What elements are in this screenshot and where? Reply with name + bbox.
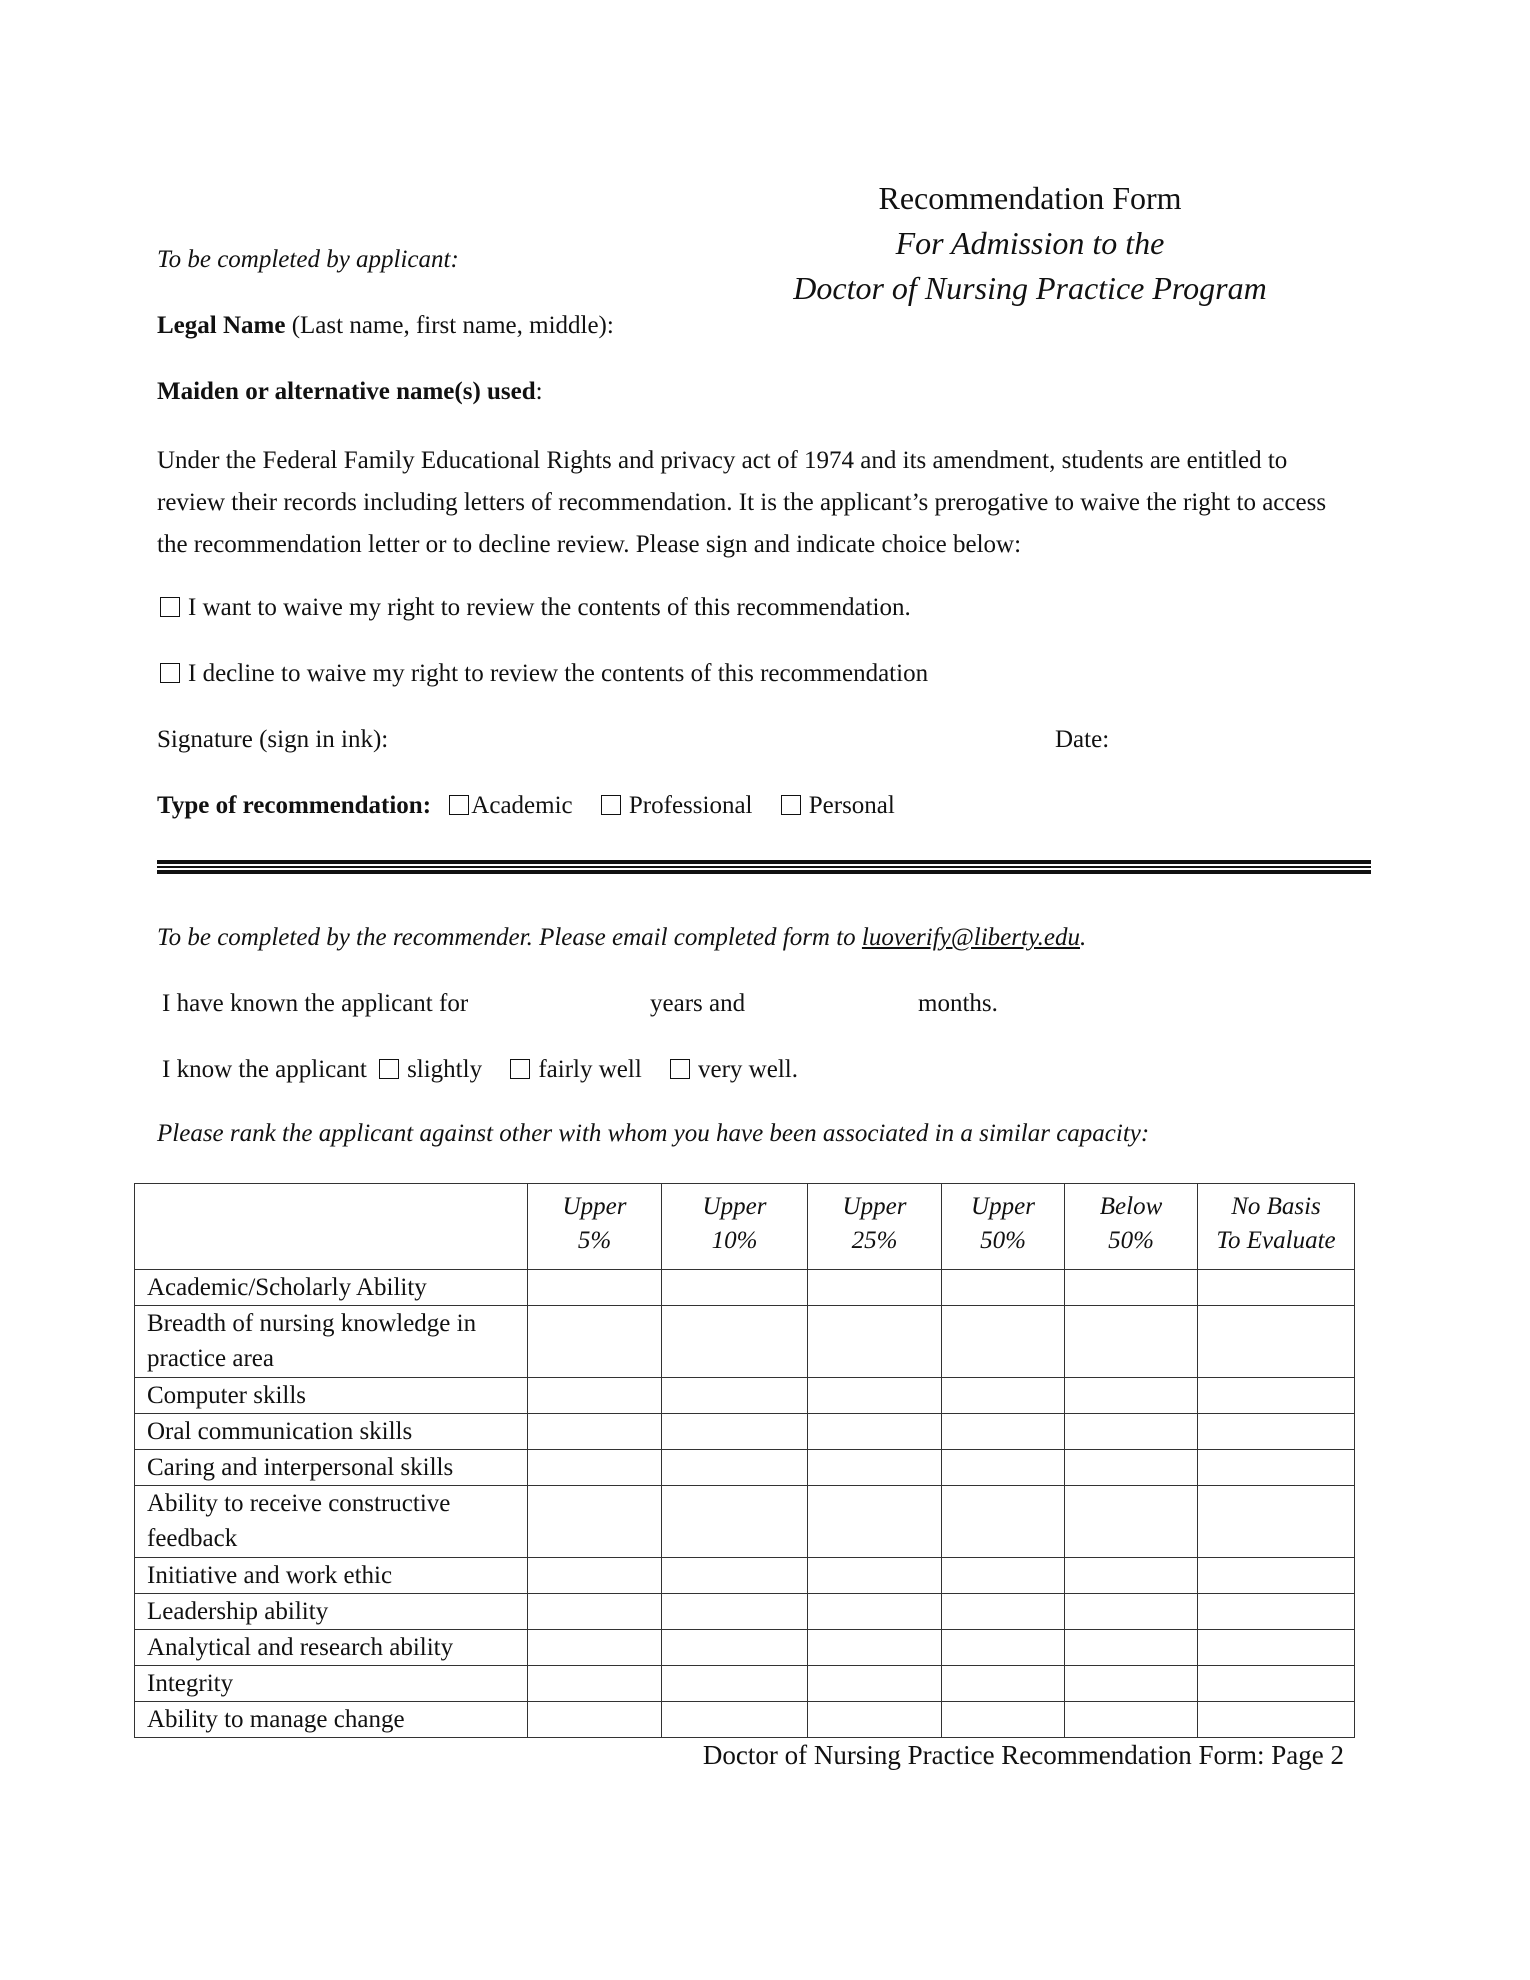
signature-label: Signature (sign in ink): <box>157 726 389 753</box>
familiarity-very-well[interactable] <box>670 1056 798 1083</box>
table-row <box>135 1486 1355 1558</box>
familiarity-very-well-label: very well. <box>698 1056 798 1083</box>
rank-cell[interactable] <box>528 1414 662 1450</box>
rank-cell[interactable] <box>1065 1630 1198 1666</box>
rank-cell[interactable] <box>808 1558 942 1594</box>
rank-cell[interactable] <box>942 1414 1065 1450</box>
rank-cell[interactable] <box>528 1594 662 1630</box>
maiden-name-label: Maiden or alternative name(s) used <box>157 378 536 405</box>
familiarity-prefix: I know the applicant <box>162 1056 367 1083</box>
rank-cell[interactable] <box>1065 1414 1198 1450</box>
rank-cell[interactable] <box>662 1558 808 1594</box>
very-well-checkbox[interactable] <box>670 1059 690 1079</box>
rank-cell[interactable] <box>942 1630 1065 1666</box>
rank-cell[interactable] <box>942 1378 1065 1414</box>
rank-cell[interactable] <box>1065 1702 1198 1738</box>
rank-cell[interactable] <box>528 1270 662 1306</box>
table-row <box>135 1414 1355 1450</box>
rank-cell[interactable] <box>1198 1630 1355 1666</box>
rank-cell[interactable] <box>808 1378 942 1414</box>
row-label: Ability to receive constructive feedback <box>135 1486 528 1558</box>
rank-cell[interactable] <box>942 1666 1065 1702</box>
row-label: Caring and interpersonal skills <box>135 1450 528 1486</box>
rank-instruction: Please rank the applicant against other with whom you have been associated in a similar capacity: <box>157 1120 1150 1147</box>
rank-cell[interactable] <box>1198 1450 1355 1486</box>
rank-cell[interactable] <box>662 1270 808 1306</box>
known-months-label: months. <box>918 990 998 1017</box>
table-row <box>135 1594 1355 1630</box>
rank-cell[interactable] <box>808 1270 942 1306</box>
legal-name-hint: (Last name, first name, middle): <box>291 312 614 339</box>
familiarity-fairly-well[interactable] <box>510 1056 641 1083</box>
row-label: Oral communication skills <box>135 1414 528 1450</box>
rank-cell[interactable] <box>1198 1666 1355 1702</box>
col-no-basis: No Basis To Evaluate <box>1198 1184 1355 1270</box>
legal-name-label: Legal Name <box>157 312 286 339</box>
recommendation-type-row <box>157 792 895 820</box>
rank-cell[interactable] <box>808 1486 942 1558</box>
rank-cell[interactable] <box>808 1414 942 1450</box>
row-label: Breadth of nursing knowledge in practice area <box>135 1306 528 1378</box>
col-upper-50: Upper 50% <box>942 1184 1065 1270</box>
rank-cell[interactable] <box>808 1450 942 1486</box>
rank-cell[interactable] <box>942 1486 1065 1558</box>
type-label: Type of recommendation: <box>157 792 432 819</box>
col-upper-10: Upper 10% <box>662 1184 808 1270</box>
rank-cell[interactable] <box>528 1666 662 1702</box>
row-label: Computer skills <box>135 1378 528 1414</box>
form-subtitle: For Admission to the <box>895 225 1165 261</box>
slightly-checkbox[interactable] <box>379 1059 399 1079</box>
section-divider <box>157 860 1371 864</box>
known-years-label: years and <box>650 990 746 1017</box>
recommender-intro-end: . <box>1080 924 1087 951</box>
rank-cell[interactable] <box>1198 1702 1355 1738</box>
program-title: Doctor of Nursing Practice Program <box>793 270 1267 306</box>
decline-option[interactable] <box>160 660 928 688</box>
rank-cell[interactable] <box>1198 1414 1355 1450</box>
rank-cell[interactable] <box>528 1378 662 1414</box>
recommender-intro-text: To be completed by the recommender. Please email completed form to <box>157 924 856 951</box>
rank-cell[interactable] <box>662 1450 808 1486</box>
maiden-name-colon: : <box>535 378 543 405</box>
professional-checkbox[interactable] <box>601 795 621 815</box>
applicant-intro: To be completed by applicant: <box>157 246 459 273</box>
row-label: Leadership ability <box>135 1594 528 1630</box>
rank-cell[interactable] <box>1198 1594 1355 1630</box>
recommender-intro <box>157 924 1086 952</box>
decline-option-label: I decline to waive my right to review the contents of this recommendation <box>188 660 929 687</box>
rank-cell[interactable] <box>528 1558 662 1594</box>
row-label: Analytical and research ability <box>135 1630 528 1666</box>
rank-cell[interactable] <box>528 1306 662 1378</box>
rank-cell[interactable] <box>528 1702 662 1738</box>
rank-cell[interactable] <box>1198 1306 1355 1378</box>
familiarity-slightly[interactable] <box>379 1056 482 1083</box>
type-personal[interactable] <box>781 792 895 819</box>
rank-cell[interactable] <box>808 1702 942 1738</box>
rank-cell[interactable] <box>1198 1558 1355 1594</box>
known-duration-prefix: I have known the applicant for <box>162 990 469 1017</box>
legal-name-field[interactable] <box>157 312 614 340</box>
rank-cell[interactable] <box>662 1702 808 1738</box>
type-professional[interactable] <box>601 792 753 819</box>
table-row <box>135 1378 1355 1414</box>
maiden-name-field[interactable] <box>157 378 543 406</box>
rank-cell[interactable] <box>662 1666 808 1702</box>
rank-cell[interactable] <box>528 1486 662 1558</box>
rank-cell[interactable] <box>662 1306 808 1378</box>
rank-cell[interactable] <box>942 1594 1065 1630</box>
section-divider-thin <box>157 866 1371 868</box>
rank-cell[interactable] <box>1198 1270 1355 1306</box>
fairly-well-checkbox[interactable] <box>510 1059 530 1079</box>
decline-checkbox[interactable] <box>160 663 180 683</box>
rank-cell[interactable] <box>1065 1594 1198 1630</box>
page-footer: Doctor of Nursing Practice Recommendation Form: Page 2 <box>702 1740 1344 1770</box>
rank-cell[interactable] <box>942 1558 1065 1594</box>
rank-cell[interactable] <box>808 1630 942 1666</box>
col-upper-25: Upper 25% <box>808 1184 942 1270</box>
rank-cell[interactable] <box>1065 1450 1198 1486</box>
rank-cell[interactable] <box>528 1450 662 1486</box>
row-label: Initiative and work ethic <box>135 1558 528 1594</box>
row-label: Integrity <box>135 1666 528 1702</box>
col-upper-5: Upper 5% <box>528 1184 662 1270</box>
email-link[interactable]: luoverify@liberty.edu <box>861 924 1081 951</box>
date-label: Date: <box>1055 726 1110 753</box>
ferpa-paragraph: Under the Federal Family Educational Rights and privacy act of 1974 and its amendment, students are entitled to review their records including letters of recommendation. It is the applicant’s prerogative to waive the right to access the recommendation letter or to decline review. Please sign and indicate choice below: <box>157 447 1327 558</box>
table-row <box>135 1450 1355 1486</box>
rank-cell[interactable] <box>662 1378 808 1414</box>
rank-cell[interactable] <box>528 1630 662 1666</box>
row-label: Academic/Scholarly Ability <box>135 1270 528 1306</box>
rank-cell[interactable] <box>942 1270 1065 1306</box>
ranking-header-blank <box>135 1184 528 1270</box>
row-label: Ability to manage change <box>135 1702 528 1738</box>
type-academic[interactable] <box>449 792 572 819</box>
rank-cell[interactable] <box>808 1594 942 1630</box>
table-row <box>135 1306 1355 1378</box>
rank-cell[interactable] <box>808 1666 942 1702</box>
rank-cell[interactable] <box>1065 1486 1198 1558</box>
table-row <box>135 1270 1355 1306</box>
familiarity-slightly-label: slightly <box>407 1056 483 1083</box>
rank-cell[interactable] <box>808 1306 942 1378</box>
rank-cell[interactable] <box>942 1450 1065 1486</box>
type-personal-label: Personal <box>808 792 895 819</box>
personal-checkbox[interactable] <box>781 795 801 815</box>
table-row <box>135 1666 1355 1702</box>
type-professional-label: Professional <box>628 792 753 819</box>
rank-cell[interactable] <box>942 1702 1065 1738</box>
rank-cell[interactable] <box>942 1306 1065 1378</box>
rank-cell[interactable] <box>1065 1558 1198 1594</box>
table-row <box>135 1558 1355 1594</box>
rank-cell[interactable] <box>1198 1486 1355 1558</box>
type-academic-label: Academic <box>471 792 573 819</box>
rank-cell[interactable] <box>1065 1666 1198 1702</box>
waive-option[interactable] <box>160 594 911 622</box>
table-row <box>135 1702 1355 1738</box>
section-divider-bottom <box>157 870 1371 874</box>
rank-cell[interactable] <box>662 1630 808 1666</box>
rank-cell[interactable] <box>1065 1270 1198 1306</box>
rank-cell[interactable] <box>1198 1378 1355 1414</box>
rank-cell[interactable] <box>662 1486 808 1558</box>
ranking-header-row <box>135 1184 1355 1270</box>
familiarity-row <box>162 1056 798 1084</box>
waive-checkbox[interactable] <box>160 597 180 617</box>
rank-cell[interactable] <box>662 1414 808 1450</box>
rank-cell[interactable] <box>1065 1306 1198 1378</box>
table-row <box>135 1630 1355 1666</box>
familiarity-fairly-well-label: fairly well <box>538 1056 642 1083</box>
rank-cell[interactable] <box>1065 1378 1198 1414</box>
rank-cell[interactable] <box>662 1594 808 1630</box>
ranking-table <box>134 1183 1355 1738</box>
col-below-50: Below 50% <box>1065 1184 1198 1270</box>
form-title: Recommendation Form <box>878 180 1182 216</box>
academic-checkbox[interactable] <box>449 795 469 815</box>
waive-option-label: I want to waive my right to review the contents of this recommendation. <box>188 594 911 621</box>
